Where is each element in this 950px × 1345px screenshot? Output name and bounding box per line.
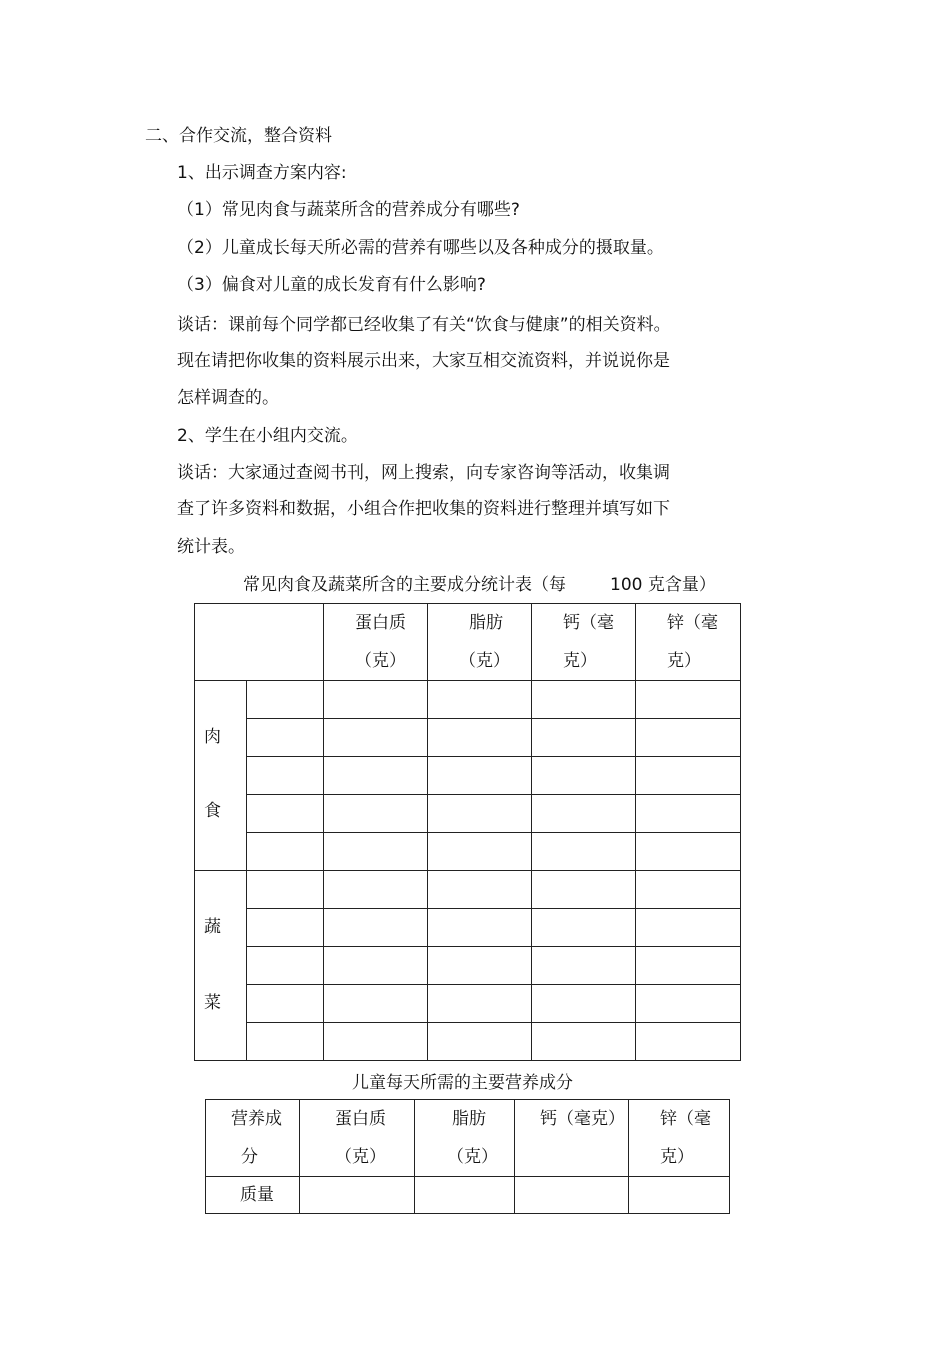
talk-1-line-3: 怎样调查的。 bbox=[177, 388, 279, 408]
header2-fat bbox=[415, 1100, 515, 1177]
table1-caption-a: 常见肉食及蔬菜所含的主要成分统计表（每 bbox=[243, 575, 566, 595]
table1-corner-cell bbox=[195, 604, 324, 681]
table-cell[interactable] bbox=[428, 1023, 532, 1061]
header-calcium-l1: 钙（毫 bbox=[563, 613, 614, 633]
header2-calcium bbox=[515, 1100, 629, 1177]
header-protein-l1: 蛋白质 bbox=[355, 613, 406, 633]
table-cell[interactable] bbox=[324, 909, 428, 947]
table-cell[interactable] bbox=[636, 795, 741, 833]
table-cell[interactable] bbox=[247, 909, 324, 947]
table-row bbox=[195, 795, 741, 833]
table-cell[interactable] bbox=[247, 681, 324, 719]
table-row bbox=[195, 1023, 741, 1061]
table-cell[interactable] bbox=[629, 1177, 730, 1214]
header2-zinc bbox=[629, 1100, 730, 1177]
table-cell[interactable] bbox=[324, 947, 428, 985]
table-cell[interactable] bbox=[532, 833, 636, 871]
table-cell[interactable] bbox=[428, 757, 532, 795]
talk-1-line-2: 现在请把你收集的资料展示出来，大家互相交流资料，并说说你是 bbox=[177, 351, 670, 371]
table-cell[interactable] bbox=[428, 719, 532, 757]
table-cell[interactable] bbox=[532, 681, 636, 719]
group-meat-char-1: 肉 bbox=[204, 727, 221, 747]
header-protein bbox=[324, 604, 428, 681]
table-row bbox=[195, 719, 741, 757]
table-row bbox=[206, 1177, 730, 1214]
header-protein-l2: （克） bbox=[355, 651, 406, 671]
header2-zinc-l1: 锌（毫 bbox=[660, 1109, 711, 1129]
table-cell[interactable] bbox=[532, 985, 636, 1023]
table-cell[interactable] bbox=[428, 871, 532, 909]
table-cell[interactable] bbox=[532, 909, 636, 947]
talk-2-line-3: 统计表。 bbox=[177, 537, 245, 557]
table-cell[interactable] bbox=[324, 833, 428, 871]
header-calcium-l2: 克） bbox=[563, 651, 597, 671]
talk-1-line-1: 谈话：课前每个同学都已经收集了有关“饮食与健康”的相关资料。 bbox=[177, 315, 671, 335]
table-cell[interactable] bbox=[324, 681, 428, 719]
header2-protein bbox=[300, 1100, 415, 1177]
table-cell[interactable] bbox=[428, 681, 532, 719]
group-veg-char-1: 蔬 bbox=[204, 917, 221, 937]
group-meat-char-2: 食 bbox=[204, 801, 221, 821]
section-heading: 二、合作交流，整合资料 bbox=[145, 126, 332, 146]
item-2: 2、学生在小组内交流。 bbox=[177, 426, 358, 446]
table-cell[interactable] bbox=[324, 1023, 428, 1061]
table-cell[interactable] bbox=[324, 871, 428, 909]
table-cell[interactable] bbox=[415, 1177, 515, 1214]
table-cell[interactable] bbox=[532, 947, 636, 985]
table-cell[interactable] bbox=[324, 795, 428, 833]
question-1: （1）常见肉食与蔬菜所含的营养成分有哪些? bbox=[177, 200, 520, 220]
table-cell[interactable] bbox=[636, 871, 741, 909]
table-cell[interactable] bbox=[636, 1023, 741, 1061]
table-cell[interactable] bbox=[428, 833, 532, 871]
table-row bbox=[195, 871, 741, 909]
table-cell[interactable] bbox=[532, 757, 636, 795]
table-cell[interactable] bbox=[247, 795, 324, 833]
item-1: 1、出示调查方案内容: bbox=[177, 163, 347, 183]
table-cell[interactable] bbox=[636, 985, 741, 1023]
question-3: （3）偏食对儿童的成长发育有什么影响? bbox=[177, 275, 486, 295]
table-cell[interactable] bbox=[300, 1177, 415, 1214]
row-label-quantity: 质量 bbox=[206, 1177, 300, 1214]
header-calcium bbox=[532, 604, 636, 681]
table-cell[interactable] bbox=[532, 1023, 636, 1061]
table1-caption-b: 100 克含量） bbox=[610, 575, 716, 595]
table-cell[interactable] bbox=[247, 985, 324, 1023]
table-cell[interactable] bbox=[247, 833, 324, 871]
daily-needs-table bbox=[205, 1099, 730, 1214]
header2-calcium-l1: 钙（毫克） bbox=[540, 1109, 625, 1129]
table-cell[interactable] bbox=[247, 719, 324, 757]
question-2: （2）儿童成长每天所必需的营养有哪些以及各种成分的摄取量。 bbox=[177, 238, 664, 258]
table2-header-row bbox=[206, 1100, 730, 1177]
header-nutrient-l2: 分 bbox=[241, 1147, 258, 1167]
table-cell[interactable] bbox=[532, 719, 636, 757]
table-cell[interactable] bbox=[636, 681, 741, 719]
table1-header-row bbox=[195, 604, 741, 681]
table-cell[interactable] bbox=[324, 757, 428, 795]
table-cell[interactable] bbox=[428, 947, 532, 985]
table-cell[interactable] bbox=[247, 947, 324, 985]
group-veg-char-2: 菜 bbox=[204, 993, 221, 1013]
header-nutrient-l1: 营养成 bbox=[231, 1109, 282, 1129]
table-cell[interactable] bbox=[324, 985, 428, 1023]
table-cell[interactable] bbox=[247, 757, 324, 795]
talk-2-line-2: 查了许多资料和数据，小组合作把收集的资料进行整理并填写如下 bbox=[177, 499, 670, 519]
nutrient-table bbox=[194, 603, 741, 1061]
header-zinc-l1: 锌（毫 bbox=[667, 613, 718, 633]
header2-protein-l2: （克） bbox=[335, 1147, 386, 1167]
table-cell[interactable] bbox=[247, 871, 324, 909]
table-cell[interactable] bbox=[247, 1023, 324, 1061]
header-fat-l2: （克） bbox=[459, 651, 510, 671]
table-cell[interactable] bbox=[636, 757, 741, 795]
table-cell[interactable] bbox=[532, 871, 636, 909]
group-meat-label bbox=[195, 681, 247, 871]
table-row bbox=[195, 909, 741, 947]
table-cell[interactable] bbox=[428, 909, 532, 947]
table-cell[interactable] bbox=[636, 719, 741, 757]
table-cell[interactable] bbox=[324, 719, 428, 757]
table-row bbox=[195, 947, 741, 985]
table-cell[interactable] bbox=[636, 909, 741, 947]
talk-2-line-1: 谈话：大家通过查阅书刊，网上搜索，向专家咨询等活动，收集调 bbox=[177, 463, 670, 483]
table2-caption: 儿童每天所需的主要营养成分 bbox=[352, 1073, 573, 1093]
header-zinc-l2: 克） bbox=[667, 651, 701, 671]
header-nutrient bbox=[206, 1100, 300, 1177]
header2-fat-l1: 脂肪 bbox=[452, 1109, 486, 1129]
header2-protein-l1: 蛋白质 bbox=[335, 1109, 386, 1129]
table-cell[interactable] bbox=[636, 947, 741, 985]
header-fat bbox=[428, 604, 532, 681]
table-row bbox=[195, 757, 741, 795]
table-row bbox=[195, 681, 741, 719]
header2-zinc-l2: 克） bbox=[660, 1147, 694, 1167]
header2-fat-l2: （克） bbox=[447, 1147, 498, 1167]
group-veg-label bbox=[195, 871, 247, 1061]
table-cell[interactable] bbox=[428, 795, 532, 833]
table-cell[interactable] bbox=[636, 833, 741, 871]
table-row bbox=[195, 985, 741, 1023]
table-cell[interactable] bbox=[515, 1177, 629, 1214]
table-row bbox=[195, 833, 741, 871]
table-cell[interactable] bbox=[532, 795, 636, 833]
header-fat-l1: 脂肪 bbox=[469, 613, 503, 633]
header-zinc bbox=[636, 604, 741, 681]
table-cell[interactable] bbox=[428, 985, 532, 1023]
